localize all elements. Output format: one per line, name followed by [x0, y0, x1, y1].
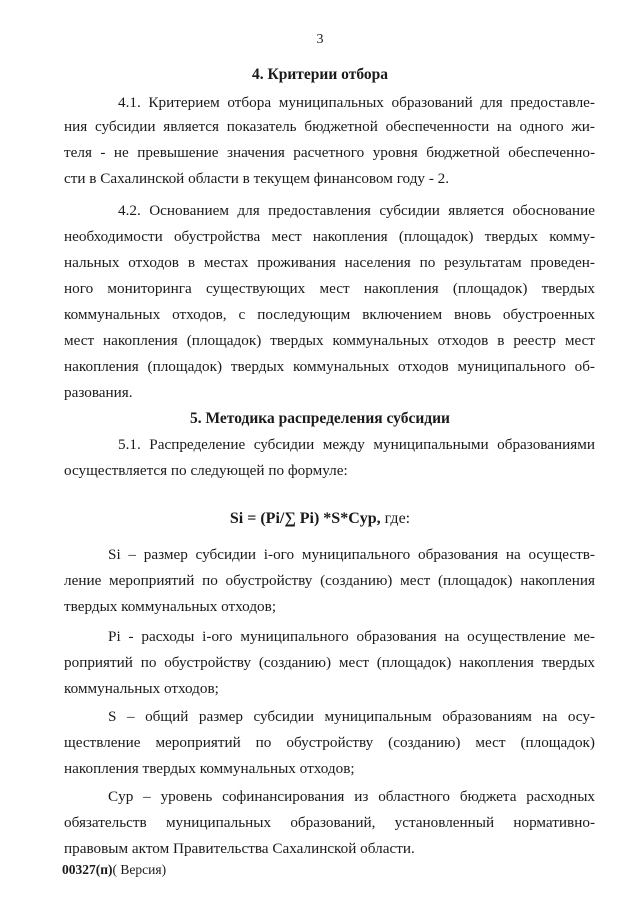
paragraph-4-1-line: теля - не превышение значения расчетного уровня бюджетной обеспеченно-	[64, 144, 595, 161]
paragraph-4-2-line: ного мониторинга существующих мест накопления (площадок) твердых	[64, 280, 595, 297]
definition-s-line: S – общий размер субсидии муниципальным образованиям на осу-	[108, 708, 595, 725]
paragraph-4-1-line: 4.1. Критерием отбора муниципальных образований для предоставле-	[118, 94, 595, 111]
definition-s-line: ществление мероприятий по обустройству (созданию) мест (площадок)	[64, 734, 595, 751]
paragraph-5-1-line: 5.1. Распределение субсидии между муниципальными образованиями	[118, 436, 595, 453]
section-5-heading: 5. Методика распределения субсидии	[190, 410, 450, 427]
document-code: 00327(п)	[62, 862, 113, 877]
definition-cur-line: правовым актом Правительства Сахалинской области.	[64, 840, 415, 857]
document-footer	[62, 862, 166, 878]
definition-pi-line: роприятий по обустройству (созданию) мест (площадок) накопления твердых	[64, 654, 595, 671]
document-version: ( Версия)	[112, 862, 167, 877]
definition-pi-line: Pi - расходы i-ого муниципального образования на осуществление ме-	[108, 628, 595, 645]
paragraph-4-2-line: коммунальных отходов, с последующим включением вновь обустроенных	[64, 306, 595, 323]
paragraph-4-1-line: сти в Сахалинской области в текущем финансовом году - 2.	[64, 170, 450, 187]
paragraph-4-2-line: разования.	[64, 384, 133, 401]
definition-s-line: накопления твердых коммунальных отходов;	[64, 760, 355, 777]
paragraph-4-2-line: мест накопления (площадок) твердых коммунальных отходов в реестр мест	[64, 332, 595, 349]
definition-si-line: ление мероприятий по обустройству (созданию) мест (площадок) накопления	[64, 572, 595, 589]
definition-cur-line: обязательств муниципальных образований, установленный нормативно-	[64, 814, 595, 831]
section-4-heading: 4. Критерии отбора	[252, 66, 388, 83]
paragraph-4-2-line: 4.2. Основанием для предоставления субсидии является обоснование	[118, 202, 595, 219]
formula-expression: Si = (Pi/∑ Pi) *S*Cур,	[229, 510, 381, 527]
definition-pi-line: коммунальных отходов;	[64, 680, 219, 697]
paragraph-4-2-line: необходимости обустройства мест накопления (площадок) твердых комму-	[64, 228, 595, 245]
definition-cur-line: Cур – уровень софинансирования из областного бюджета расходных	[108, 788, 595, 805]
page-number: 3	[316, 32, 324, 47]
paragraph-4-2-line: нальных отходов в местах проживания населения по результатам проведен-	[64, 254, 595, 271]
paragraph-4-1-line: ния субсидии является показатель бюджетной обеспеченности на одного жи-	[64, 118, 595, 135]
paragraph-5-1-line: осуществляется по следующей по формуле:	[64, 462, 348, 479]
paragraph-4-2-line: накопления (площадок) твердых коммунальных отходов муниципального об-	[64, 358, 595, 375]
formula-suffix: где:	[380, 510, 411, 527]
definition-si-line: Si – размер субсидии i-ого муниципального образования на осуществ-	[108, 546, 595, 563]
definition-si-line: твердых коммунальных отходов;	[64, 598, 277, 615]
formula	[0, 510, 640, 528]
